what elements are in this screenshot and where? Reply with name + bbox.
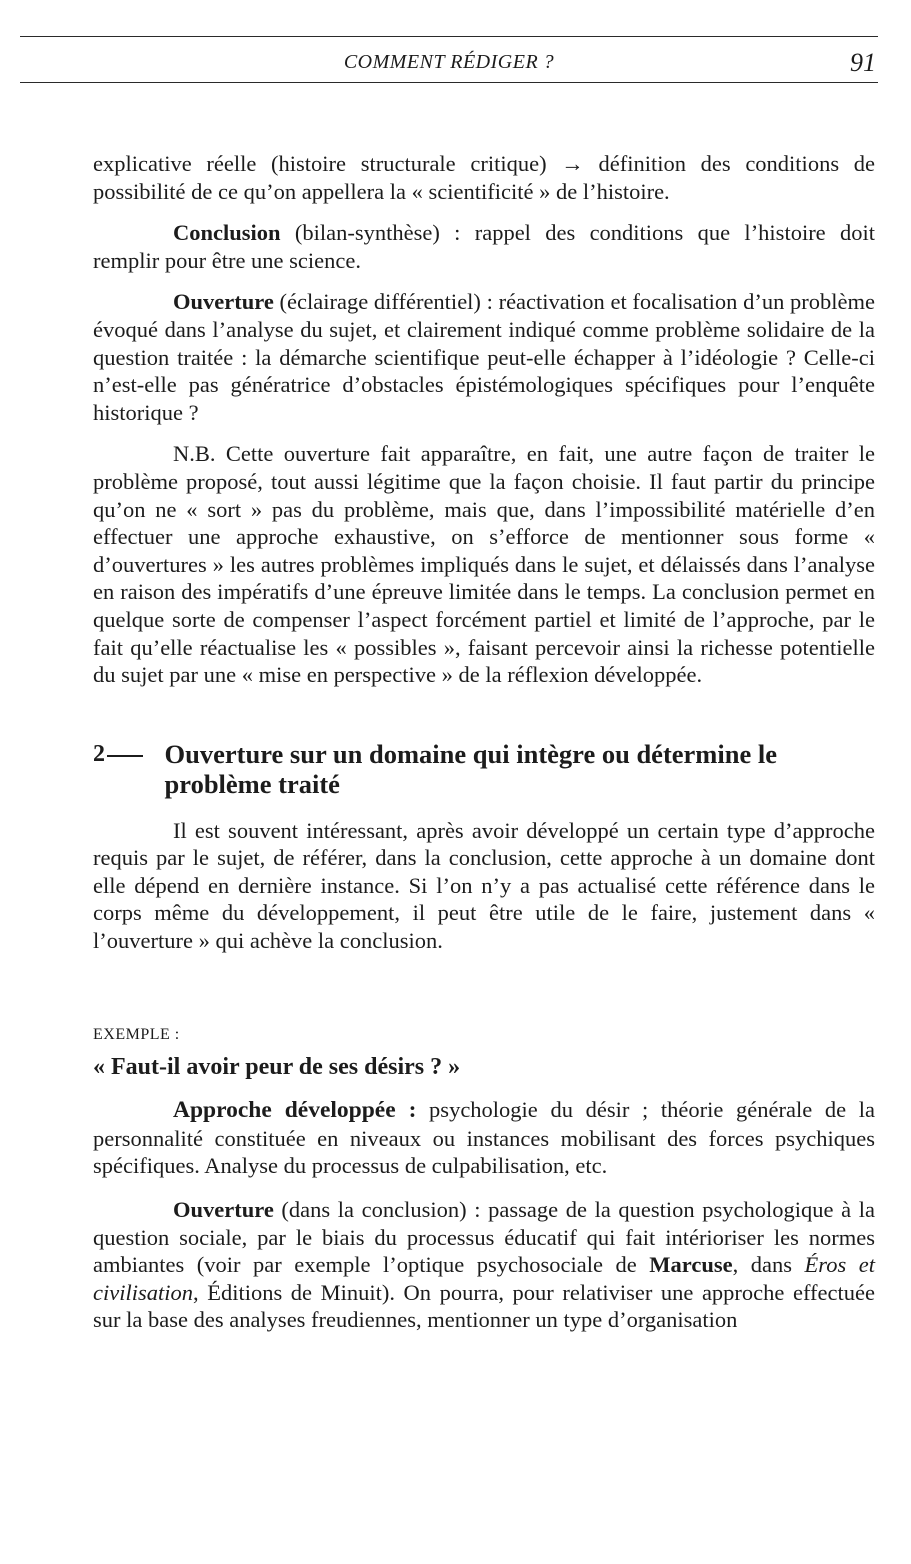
approche-label: Approche développée : — [173, 1097, 417, 1124]
ouverture-example-text-a: (dans la conclusion) : passage de la question psychologique à la question sociale, par le biais du processus éducatif qui fait intérioriser les normes ambiantes (voir par exemple l’optique psychosociale de — [93, 1197, 875, 1278]
paragraph-nb: N.B. Cette ouverture fait apparaître, en fait, une autre façon de traiter le problème proposé, tout aussi légitime que la façon choisie. Il faut partir du principe qu’on ne « sort » pas du problème, mais que, dans l’impossibilité matérielle d’en effectuer une approche exhaustive, on s’efforce de mentionner sous forme « d’ouvertures » les autres problèmes impliqués dans le sujet, et délaissés dans l’analyse en raison des impératifs d’une épreuve limitée dans le temps. La conclusion permet en quelque sorte de compenser l’aspect forcément partiel et limité de l’approche, par le fait qu’elle réactualise les « possibles », faisant percevoir ainsi la richesse potentielle du sujet par une « mise en perspective » de la réflexion développée. — [93, 441, 875, 688]
section-title: Ouverture sur un domaine qui intègre ou détermine le problème traité — [164, 738, 777, 799]
example-title: « Faut-il avoir peur de ses désirs ? » — [93, 1054, 461, 1081]
header-rule-top — [20, 36, 878, 37]
ouverture-label: Ouverture — [173, 289, 274, 315]
paragraph-continuation: explicative réelle (histoire structurale critique) → définition des conditions de possibilité de ce qu’on appellera la « scientificité » de l’histoire. — [93, 151, 875, 204]
ouverture-text: (éclairage différentiel) : réactivation et focalisation d’un problème évoqué dans l’analyse du sujet, et clairement indiqué comme problème solidaire de la question traitée : la démarche scientifique peut-elle échapper à l’idéologie ? Celle-ci n’est-elle pas génératrice d’obstacles épistémologiques spécifiques pour l’enquête historique ? — [93, 289, 875, 425]
paragraph-ouverture-example — [93, 1196, 875, 1334]
section-number: 2 — [93, 739, 165, 799]
example-label: EXEMPLE : — [93, 1025, 180, 1043]
conclusion-label: Conclusion — [173, 220, 281, 246]
ouverture-example-label: Ouverture — [173, 1197, 274, 1223]
author-name: Marcuse — [649, 1252, 733, 1278]
conclusion-text: (bilan-synthèse) : rappel des conditions que l’histoire doit remplir pour être une science. — [93, 220, 875, 273]
ouverture-example-text-b: , dans — [732, 1252, 805, 1278]
paragraph-approche — [93, 1096, 875, 1180]
paragraph-conclusion — [93, 219, 875, 274]
book-title: Éros et civilisation — [93, 1252, 875, 1305]
page-body — [93, 150, 875, 1334]
approche-text: psychologie du désir ; théorie générale de la personnalité constituée en niveaux ou instances mobilisant des forces psychiques spécifiques. Analyse du processus de culpabilisation, etc. — [93, 1097, 875, 1179]
running-header — [20, 48, 878, 78]
page-number: 91 — [850, 48, 876, 77]
header-rule-bottom — [20, 82, 878, 83]
section-heading — [93, 739, 875, 799]
paragraph-ouverture — [93, 288, 875, 426]
running-title: COMMENT RÉDIGER ? — [343, 51, 555, 73]
section-dash — [107, 755, 143, 757]
ouverture-example-text-c: , Éditions de Minuit). On pourra, pour relativiser une approche effectuée sur la base des analyses freudiennes, mentionner un type d’organisation — [93, 1279, 875, 1333]
paragraph-section-intro: Il est souvent intéressant, après avoir développé un certain type d’approche requis par le sujet, de référer, dans la conclusion, cette approche à un domaine dont elle dépend en dernière instance. Si l’on n’y a pas actualisé cette référence dans le corps même du développement, il peut être utile de le faire, justement dans « l’ouverture » qui achève la conclusion. — [93, 817, 875, 954]
